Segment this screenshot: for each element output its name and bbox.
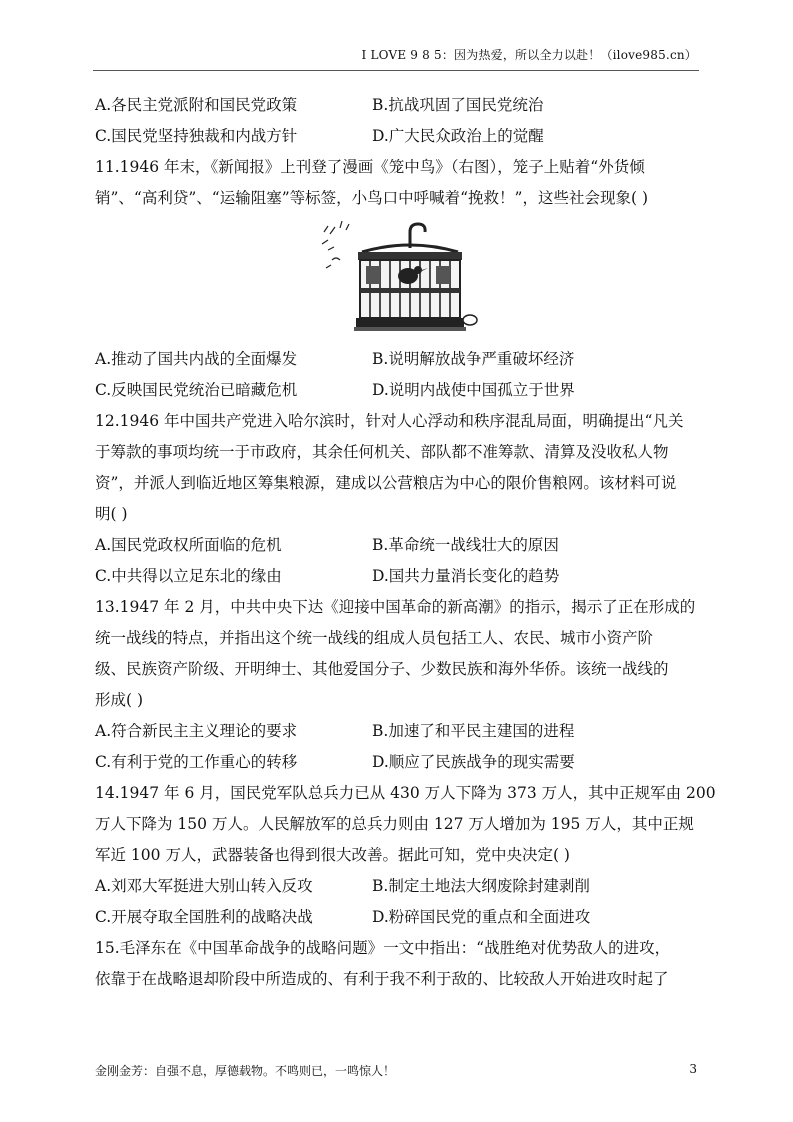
page-number: 3 (689, 1062, 697, 1076)
q11-option-a: A.推动了国共内战的全面爆发 (95, 350, 298, 368)
question-12 (95, 406, 700, 592)
q12-option-b: B.革命统一战线壮大的原因 (372, 536, 559, 554)
question-line: 资”，并派人到临近地区筹集粮源，建成以公营粮店为中心的限价售粮网。该材料可说 (95, 474, 677, 492)
question-line: 销”、“高利贷”、“运输阻塞”等标签，小鸟口中呼喊着“挽救！”，这些社会现象( ) (95, 189, 648, 207)
question-14 (95, 778, 716, 933)
question-line: 14.1947 年 6 月，国民党军队总兵力已从 430 万人下降为 373 万人，其中正规军由 200 (95, 784, 716, 802)
question-15 (95, 933, 700, 995)
question-line: 于筹款的事项均统一于市政府，其余任何机关、部队都不准筹款、清算及没收私人物 (95, 443, 669, 461)
question-line: 军近 100 万人，武器装备也得到很大改善。据此可知，党中央决定( ) (95, 846, 570, 864)
birdcage-cartoon-image (318, 220, 478, 338)
question-line: 明( ) (95, 505, 128, 523)
q10-options-row2 (95, 121, 700, 152)
q13-option-b: B.加速了和平民主建国的进程 (372, 722, 575, 740)
q14-option-d: D.粉碎国民党的重点和全面进攻 (372, 908, 591, 926)
q14-option-c: C.开展夺取全国胜利的战略决战 (95, 908, 313, 926)
question-line: 级、民族资产阶级、开明绅士、其他爱国分子、少数民族和海外华侨。该统一战线的 (95, 660, 669, 678)
page-header: I LOVE 9 8 5：因为热爱，所以全力以赴！（ilove985.cn） (361, 48, 697, 62)
q14-option-a: A.刘邓大军挺进大别山转入反攻 (95, 877, 313, 895)
cartoon-birdcage-figure (95, 214, 700, 344)
q14-options-row2 (95, 902, 700, 933)
q14-options (95, 871, 700, 902)
question-line: 11.1946 年末，《新闻报》上刊登了漫画《笼中鸟》（右图），笼子上贴着“外货倾 (95, 158, 645, 176)
q12-options (95, 530, 700, 561)
q11-option-d: D.说明内战使中国孤立于世界 (372, 381, 575, 399)
q11-option-c: C.反映国民党统治已暗藏危机 (95, 381, 298, 399)
question-13 (95, 592, 700, 778)
q10-option-d: D.广大民众政治上的觉醒 (372, 127, 544, 145)
question-line: 15.毛泽东在《中国革命战争的战略问题》一文中指出：“战胜绝对优势敌人的进攻， (95, 939, 671, 957)
question-11 (95, 152, 700, 406)
page-content (95, 90, 716, 995)
q10-option-a: A.各民主党派附和国民党政策 (95, 96, 298, 114)
question-line: 形成( ) (95, 691, 144, 709)
q10-option-c: C.国民党坚持独裁和内战方针 (95, 127, 298, 145)
q12-option-c: C.中共得以立足东北的缘由 (95, 567, 282, 585)
header-rule (93, 70, 699, 71)
q13-option-c: C.有利于党的工作重心的转移 (95, 753, 298, 771)
q11-option-b: B.说明解放战争严重破坏经济 (372, 350, 575, 368)
question-line: 13.1947 年 2 月，中共中央下达《迎接中国革命的新高潮》的指示，揭示了正在形成的 (95, 598, 696, 616)
question-line: 万人下降为 150 万人。人民解放军的总兵力则由 127 万人增加为 195 万人，其中正规 (95, 815, 694, 833)
q10-option-b: B.抗战巩固了国民党统治 (372, 96, 544, 114)
question-line: 依靠于在战略退却阶段中所造成的、有利于我不利于敌的、比较敌人开始进攻时起了 (95, 970, 669, 988)
q11-options-row2 (95, 375, 700, 406)
q14-option-b: B.制定土地法大纲废除封建剥削 (372, 877, 590, 895)
q13-option-a: A.符合新民主主义理论的要求 (95, 722, 298, 740)
question-line: 12.1946 年中国共产党进入哈尔滨时，针对人心浮动和秩序混乱局面，明确提出“凡关 (95, 412, 684, 430)
q13-options-row2 (95, 747, 700, 778)
q10-options (95, 90, 700, 121)
q12-option-a: A.国民党政权所面临的危机 (95, 536, 282, 554)
q13-option-d: D.顺应了民族战争的现实需要 (372, 753, 575, 771)
question-line: 统一战线的特点，并指出这个统一战线的组成人员包括工人、农民、城市小资产阶 (95, 629, 654, 647)
footer-motto: 金刚金芳：自强不息，厚德载物。不鸣则已，一鸣惊人！ (95, 1064, 396, 1078)
q11-options (95, 344, 700, 375)
q13-options (95, 716, 700, 747)
q12-options-row2 (95, 561, 700, 592)
q12-option-d: D.国共力量消长变化的趋势 (372, 567, 560, 585)
